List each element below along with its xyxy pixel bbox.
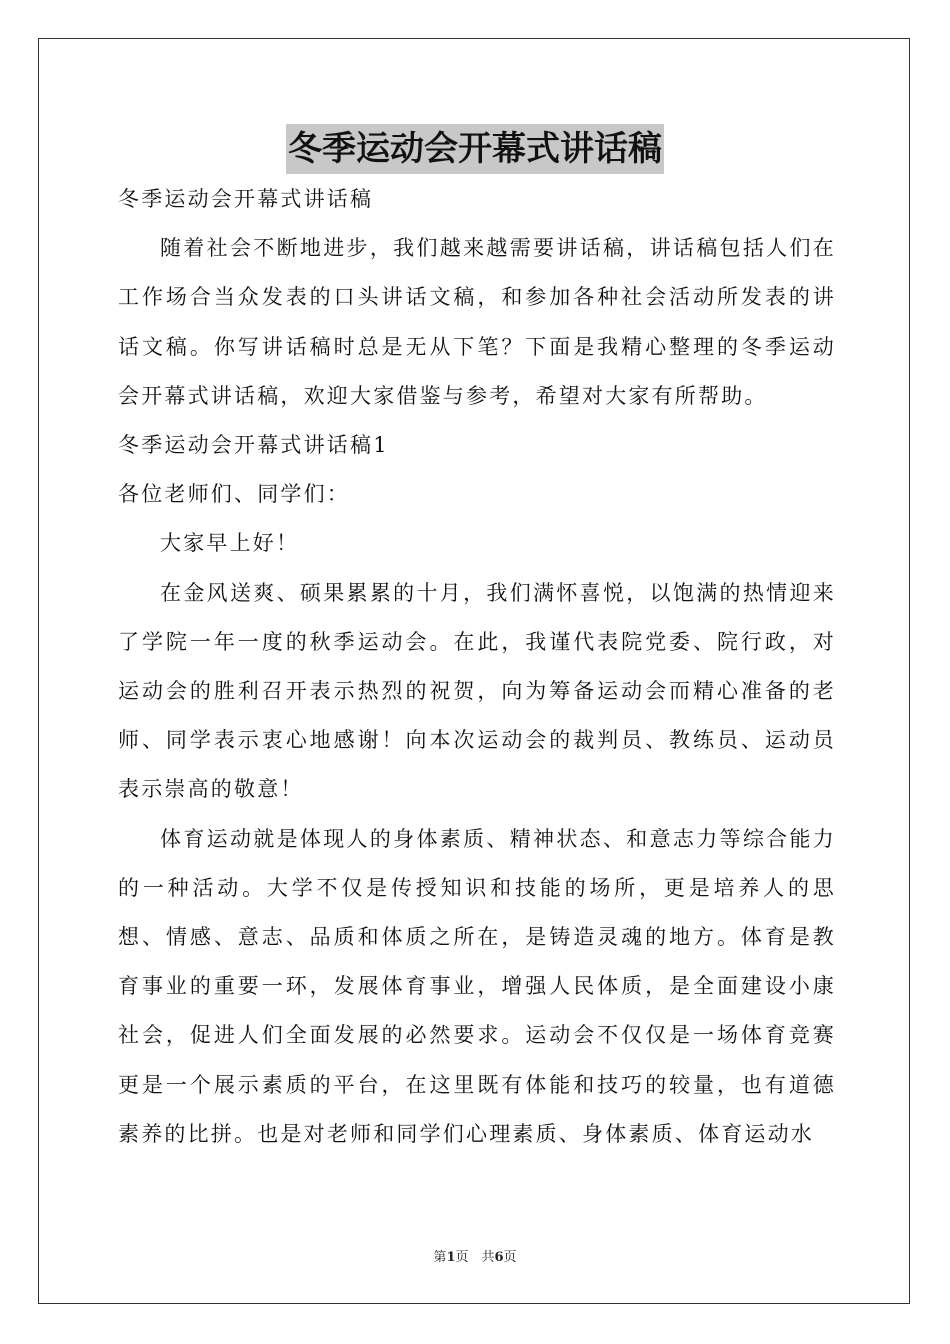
- paragraph: 冬季运动会开幕式讲话稿1: [118, 433, 389, 458]
- footer-page-mid: 页 共: [455, 1250, 495, 1265]
- document-title: 冬季运动会开幕式讲话稿: [286, 124, 664, 174]
- paragraph: 体育运动就是体现人的身体素质、精神状态、和意志力等综合能力的一种活动。大学不仅是传授知识和技能的场所，更是培养人的思想、情感、意志、品质和体质之所在，是铸造灵魂的地方。体育是教育事业的重要一环，发展体育事业，增强人民体质，是全面建设小康社会，促进人们全面发展的必然要求。运动会不仅仅是一场体育竞赛更是一个展示素质的平台，在这里既有体能和技巧的较量，也有道德素养的比拼。也是对老师和同学们心理素质、身体素质、体育运动水: [118, 826, 836, 1146]
- title-container: [0, 124, 950, 174]
- page-footer: [0, 1246, 950, 1265]
- footer-page-prefix: 第: [433, 1250, 447, 1265]
- footer-page-current: 1: [446, 1250, 456, 1265]
- paragraph: 冬季运动会开幕式讲话稿: [118, 187, 374, 211]
- paragraph: 随着社会不断地进步，我们越来越需要讲话稿，讲话稿包括人们在工作场合当众发表的口头讲话文稿，和参加各种社会活动所发表的讲话文稿。你写讲话稿时总是无从下笔？下面是我精心整理的冬季运动会开幕式讲话稿，欢迎大家借鉴与参考，希望对大家有所帮助。: [118, 236, 836, 408]
- paragraph: 大家早上好！: [160, 531, 300, 556]
- paragraph: 在金风送爽、硕果累累的十月，我们满怀喜悦，以饱满的热情迎来了学院一年一度的秋季运动会。在此，我谨代表院党委、院行政，对运动会的胜利召开表示热烈的祝贺，向为筹备运动会而精心准备的老师、同学表示衷心地感谢！向本次运动会的裁判员、教练员、运动员表示崇高的敬意！: [118, 580, 836, 802]
- footer-page-suffix: 页: [503, 1250, 517, 1265]
- document-body: [118, 175, 836, 1159]
- footer-page-total: 6: [494, 1250, 504, 1265]
- paragraph: 各位老师们、同学们：: [118, 482, 350, 507]
